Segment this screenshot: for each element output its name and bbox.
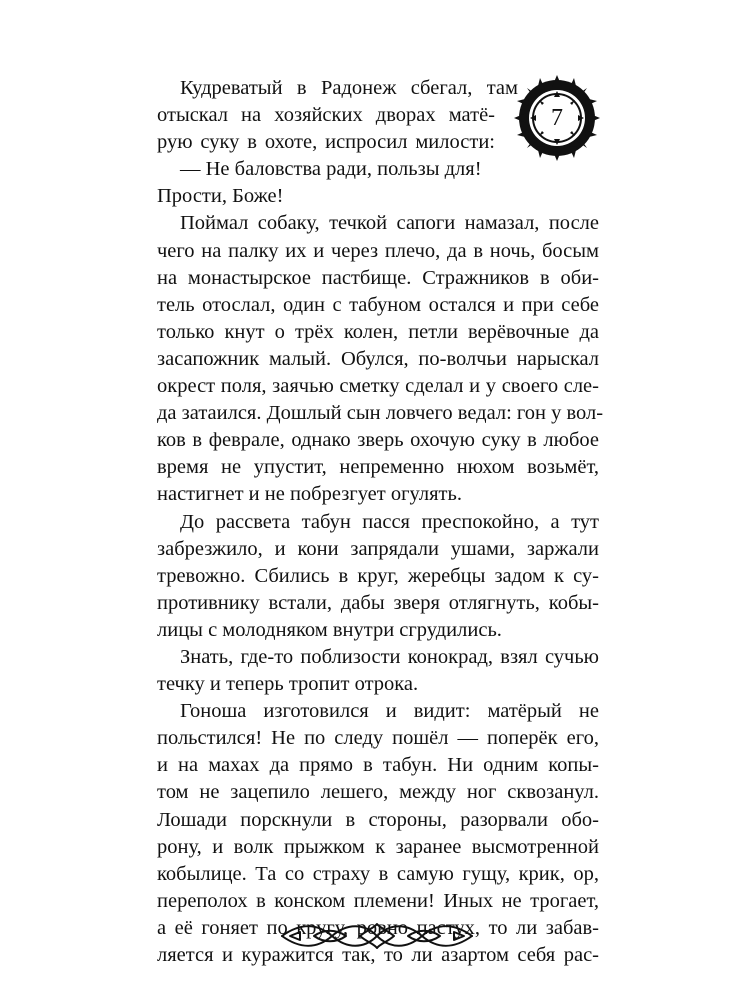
text-line-4: — Не баловства ради, пользы для!: [180, 158, 482, 181]
text-line-12: окрест поля, заячью сметку сделал и у своего сле-: [157, 375, 599, 398]
text-line-31: переполох в конском племени! Иных не трогает,: [157, 889, 599, 912]
text-line-28: Лошади порскнули в стороны, разорвали обо-: [157, 808, 599, 831]
text-line-27: том не зацепило лешего, между ног сквозанул.: [157, 781, 599, 804]
text-line-3: рую суку в охоте, испросил милости:: [157, 131, 495, 154]
text-line-25: польстился! Не по следу пошёл — поперёк его,: [157, 727, 599, 750]
text-line-5: Прости, Боже!: [157, 185, 284, 208]
text-line-15: время не упустит, непременно нюхом возьмёт,: [157, 456, 599, 479]
text-line-21: лицы с молодняком внутри сгрудились.: [157, 618, 502, 641]
text-line-16: настигнет и не побрезгует огулять.: [157, 483, 462, 506]
text-line-20: противнику встали, дабы зверя отлягнуть, кобы-: [157, 591, 599, 614]
text-line-13: да затаился. Дошлый сын ловчего ведал: гон у вол-: [157, 402, 604, 425]
text-line-10: только кнут о трёх колен, петли верёвочные да: [157, 320, 599, 343]
text-line-22: Знать, где-то поблизости конокрад, взял сучью: [180, 645, 599, 668]
text-line-6: Поймал собаку, течкой сапоги намазал, после: [180, 212, 599, 235]
text-line-7: чего на палку их и через плечо, да в ночь, босым: [157, 239, 599, 262]
text-line-11: засапожник малый. Обулся, по-волчьи нарыскал: [157, 347, 599, 370]
body-text: [157, 75, 604, 969]
text-line-32: а её гоняет по кругу, ровно пастух, то ли забав-: [157, 916, 599, 939]
text-line-18: забрезжило, и кони запрядали ушами, заржали: [157, 537, 599, 560]
text-line-8: на монастырское пастбище. Стражников в оби-: [157, 266, 599, 289]
text-line-24: Гоноша изготовился и видит: матёрый не: [180, 700, 599, 723]
text-line-2: отыскал на хозяйских дворах матё-: [157, 104, 495, 127]
text-line-23: течку и теперь тропит отрока.: [157, 673, 419, 696]
text-line-17: До рассвета табун пасся преспокойно, а тут: [180, 510, 599, 533]
page-number: 7: [551, 105, 563, 131]
text-line-29: рону, и волк прыжком к заранее высмотренной: [157, 835, 599, 858]
text-line-33: ляется и куражится так, то ли азартом себя рас-: [157, 944, 599, 966]
text-line-1: Кудреватый в Радонеж сбегал, там: [180, 77, 518, 99]
text-line-19: тревожно. Сбились в круг, жеребцы задом к су-: [157, 564, 599, 587]
bottom-ornament-icon: [272, 911, 482, 961]
text-line-30: кобылице. Та со страху в самую гущу, крик, ор,: [157, 862, 599, 885]
text-line-9: тель отослал, один с табуном остался и при себе: [157, 293, 599, 316]
text-line-26: и на махах да прямо в табун. Ни одним копы-: [157, 754, 599, 777]
text-line-14: ков в феврале, однако зверь охочую суку в любое: [157, 429, 599, 452]
